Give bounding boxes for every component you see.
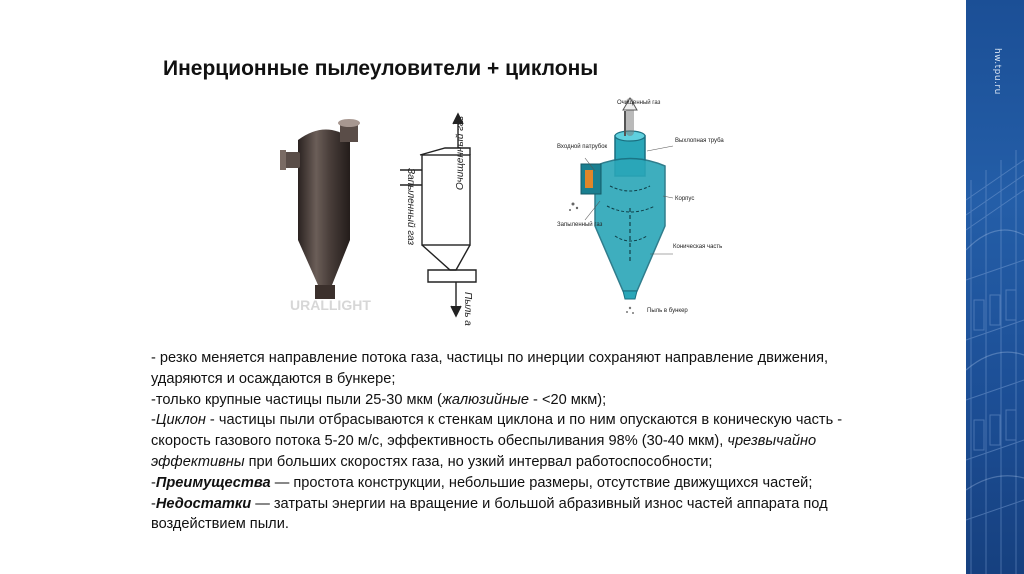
emphasis-efficient: чрезвычайно эффективны <box>151 433 817 470</box>
collector-3d-model-icon <box>280 119 360 299</box>
label-dust-left: Пыль а <box>462 292 473 326</box>
label-outlet: Выхлопная труба <box>675 138 724 144</box>
text-run: - <box>151 474 156 491</box>
cyclone-figure <box>555 96 724 326</box>
emphasis-disadvantages: Недостатки <box>155 495 252 512</box>
slide-title: Инерционные пылеуловители + циклоны <box>163 57 599 80</box>
label-conical: Коническая часть <box>673 244 723 250</box>
label-inlet: Входной патрубок <box>557 144 608 150</box>
paragraph-3 <box>151 410 871 472</box>
paragraph-4 <box>151 473 871 494</box>
paragraph-1: - резко меняется направление потока газа, частицы по инерции сохраняют направление движения, ударяются и осаждаются в бункере; <box>151 350 829 387</box>
text-run: — затраты энергии на вращение и большой абразивный износ частей аппарата под воздействием пыли. <box>151 495 828 533</box>
label-dust-right: Пыль в бункер <box>647 308 688 314</box>
text-run: - <box>151 495 156 512</box>
inertial-collector-figure <box>270 100 500 325</box>
label-dusty-gas-left: Запыленный газ <box>405 168 416 246</box>
text-run: - <box>151 412 156 429</box>
text-run: -только крупные частицы пыли 25-30 мкм ( <box>151 391 442 408</box>
text-run: при больших скоростях газа, но узкий интервал работоспособности; <box>244 453 713 470</box>
text-run: — простота конструкции, небольшие размеры, отсутствие движущихся частей; <box>270 474 813 491</box>
side-url-text: hw.tpu.ru <box>992 48 1002 95</box>
watermark-text: URALLIGHT <box>290 297 371 313</box>
body-text <box>151 348 871 535</box>
emphasis-louver: жалюзийные <box>441 391 529 408</box>
cyclone-body-icon <box>569 98 665 314</box>
paragraph-2 <box>151 390 871 411</box>
label-body: Корпус <box>675 196 695 202</box>
label-clean-gas-right: Очищенный газ <box>617 100 661 106</box>
label-dusty-gas-right: Запыленный газ <box>557 222 603 228</box>
emphasis-cyclone: Циклон <box>155 412 206 429</box>
paragraph-5 <box>151 494 871 536</box>
text-run: - частицы пыли отбрасываются к стенкам циклона и по ним опускаются в коническую часть - скорость газового потока 5-20 м/с, эффективность обеспыливания 98% (30-40 мкм), <box>151 412 843 450</box>
text-run: - <20 мкм); <box>529 391 607 408</box>
label-clean-gas-left: Очищенный газ <box>455 116 466 191</box>
emphasis-advantages: Преимущества <box>155 474 271 491</box>
